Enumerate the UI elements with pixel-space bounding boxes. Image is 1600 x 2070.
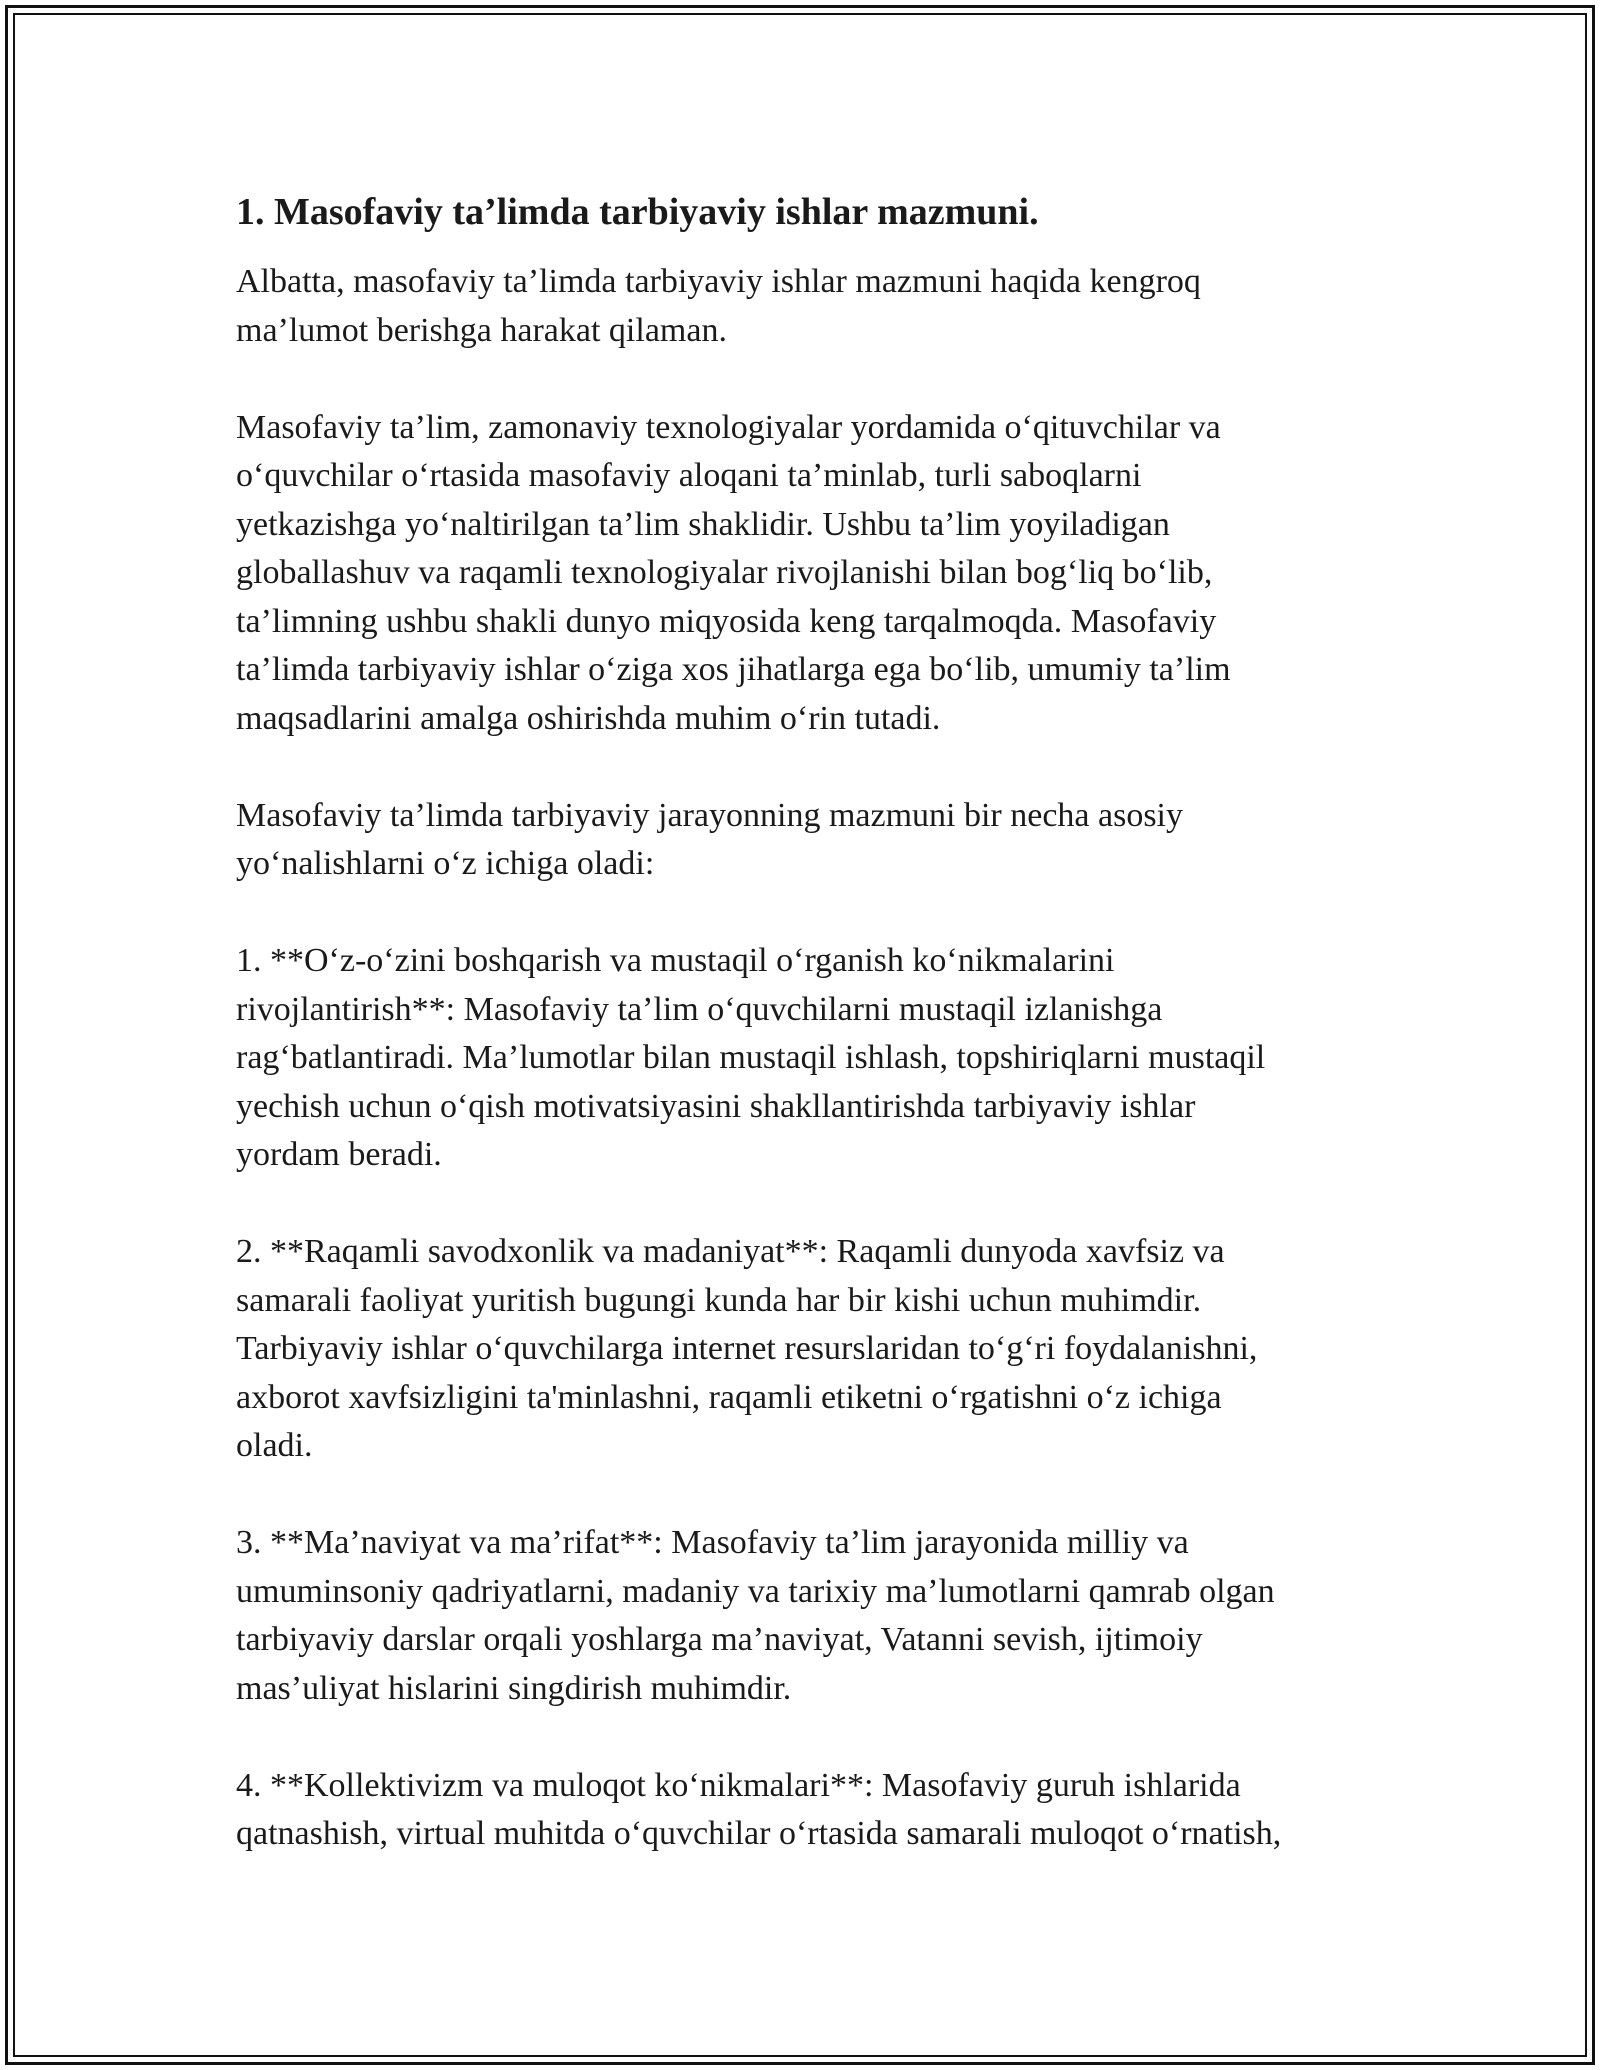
text-line: 4. **Kollektivizm va muloqot ko‘nikmalari**: Masofaviy guruh ishlarida [236, 1766, 1241, 1804]
text-line: umuminsoniy qadriyatlarni, madaniy va tarixiy ma’lumotlarni qamrab olgan [236, 1572, 1275, 1610]
text-line: 1. **O‘z-o‘zini boshqarish va mustaqil o‘rganish ko‘nikmalarini [236, 942, 1115, 979]
paragraph-definition [236, 404, 1376, 744]
text-line: o‘quvchilar o‘rtasida masofaviy aloqani ta’minlab, turli saboqlarni [236, 457, 1142, 494]
list-item-1 [236, 937, 1376, 1180]
text-line: ta’limning ushbu shakli dunyo miqyosida keng tarqalmoqda. Masofaviy [236, 602, 1217, 640]
text-line: axborot xavfsizligini ta'minlashni, raqamli etiketni o‘rgatishni o‘z ichiga [236, 1378, 1222, 1416]
list-item-4 [236, 1762, 1376, 1859]
text-line: oladi. [236, 1427, 313, 1464]
text-line: Tarbiyaviy ishlar o‘quvchilarga internet resurslaridan to‘g‘ri foydalanishni, [236, 1330, 1258, 1367]
text-line: ma’lumot berishga harakat qilaman. [236, 311, 727, 349]
document-body [236, 186, 1376, 1907]
text-line: yo‘nalishlarni o‘z ichiga oladi: [236, 845, 655, 882]
text-line: 3. **Ma’naviyat va ma’rifat**: Masofaviy ta’lim jarayonida milliy va [236, 1524, 1189, 1561]
paragraph-directions-intro [236, 792, 1376, 889]
text-line: ta’limda tarbiyaviy ishlar o‘ziga xos jihatlarga ega bo‘lib, umumiy ta’lim [236, 651, 1231, 688]
text-line: qatnashish, virtual muhitda o‘quvchilar o‘rtasida samarali muloqot o‘rnatish, [236, 1815, 1282, 1852]
text-line: 2. **Raqamli savodxonlik va madaniyat**: Raqamli dunyoda xavfsiz va [236, 1233, 1225, 1270]
text-line: yechish uchun o‘qish motivatsiyasini shakllantirishda tarbiyaviy ishlar [236, 1087, 1196, 1125]
text-line: samarali faoliyat yuritish bugungi kunda har bir kishi uchun muhimdir. [236, 1281, 1202, 1319]
list-item-3 [236, 1519, 1376, 1713]
paragraph-intro [236, 258, 1376, 355]
text-line: yordam beradi. [236, 1136, 442, 1173]
text-line: rag‘batlantiradi. Ma’lumotlar bilan mustaqil ishlash, topshiriqlarni mustaqil [236, 1039, 1266, 1076]
text-line: Masofaviy ta’lim, zamonaviy texnologiyalar yordamida o‘qituvchilar va [236, 408, 1221, 446]
text-line: rivojlantirish**: Masofaviy ta’lim o‘quvchilarni mustaqil izlanishga [236, 990, 1163, 1028]
text-line: maqsadlarini amalga oshirishda muhim o‘rin tutadi. [236, 699, 941, 737]
text-line: globallashuv va raqamli texnologiyalar rivojlanishi bilan bog‘liq bo‘lib, [236, 554, 1213, 591]
text-line: mas’uliyat hislarini singdirish muhimdir. [236, 1669, 792, 1707]
text-line: tarbiyaviy darslar orqali yoshlarga ma’naviyat, Vatanni sevish, ijtimoiy [236, 1621, 1203, 1658]
list-item-2 [236, 1228, 1376, 1471]
text-line: Albatta, masofaviy ta’limda tarbiyaviy ishlar mazmuni haqida kengroq [236, 263, 1201, 300]
text-line: yetkazishga yo‘naltirilgan ta’lim shaklidir. Ushbu ta’lim yoyiladigan [236, 505, 1170, 543]
text-line: Masofaviy ta’limda tarbiyaviy jarayonning mazmuni bir necha asosiy [236, 796, 1184, 834]
section-heading: 1. Masofaviy ta’limda tarbiyaviy ishlar mazmuni. [236, 191, 1039, 233]
